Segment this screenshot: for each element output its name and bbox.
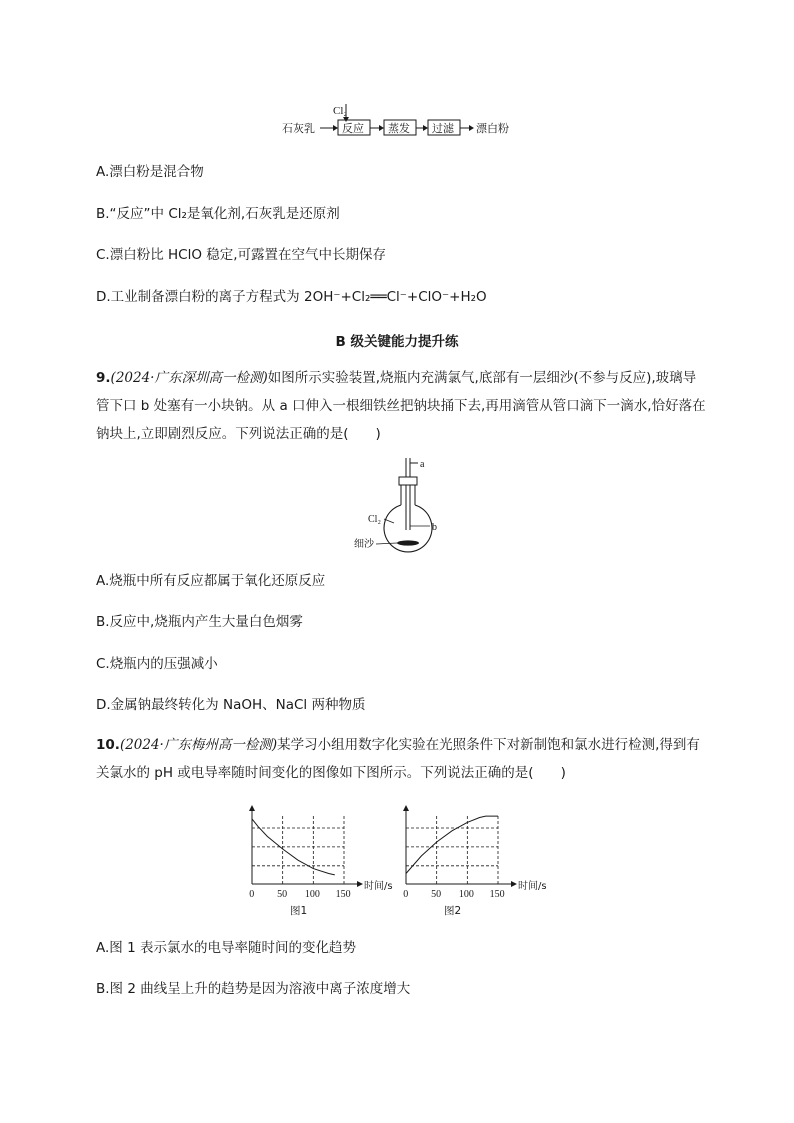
chart-title: 图2 — [444, 905, 462, 917]
q9-option-a: A.烧瓶中所有反应都属于氧化还原反应 — [96, 573, 326, 589]
x-axis-arrow — [511, 881, 517, 887]
y-axis-arrow — [249, 805, 255, 811]
q8-option-a: A.漂白粉是混合物 — [96, 164, 204, 180]
q10-number: 10 — [96, 737, 115, 753]
x-tick-label: 150 — [335, 889, 351, 900]
x-tick-label: 0 — [403, 889, 409, 900]
q10-source: (2024·广东梅州高一检测) — [119, 737, 278, 753]
x-tick-label: 100 — [304, 889, 320, 900]
q10-text: 某学习小组用数字化实验在光照条件下对新制饱和氯水进行检测,得到有关氯水的 pH 或电导率随时间变化的图像如下图所示。下列说法正确的是( ) — [96, 737, 700, 781]
label-b: b — [432, 522, 437, 533]
q10-stem: 10.(2024·广东梅州高一检测)某学习小组用数字化实验在光照条件下对新制饱和氯水进行检测,得到有关氯水的 pH 或电导率随时间变化的图像如下图所示。下列说法正确的是( ) — [96, 737, 700, 781]
q9-stem: 9.(2024·广东深圳高一检测)如图所示实验装置,烧瓶内充满氯气,底部有一层细沙(不参与反应),玻璃导管下口 b 处塞有一小块钠。从 a 口伸入一根细铁丝把钠块捅下去,再用滴管从管口滴下一滴水,恰好落在钠块上,立即剧烈反应。下列说法正确的是( ) — [96, 370, 706, 442]
label-a: a — [420, 459, 425, 470]
flow-step-filter: 过滤 — [432, 122, 454, 135]
x-tick-label: 150 — [489, 889, 505, 900]
flow-step-react: 反应 — [342, 122, 364, 135]
q9-source: (2024·广东深圳高一检测) — [110, 370, 268, 386]
label-sand: 细沙 — [354, 539, 374, 550]
q8-option-c: C.漂白粉比 HClO 稳定,可露置在空气中长期保存 — [96, 247, 387, 263]
flask-apparatus-figure — [350, 455, 460, 555]
x-tick-label: 50 — [277, 889, 288, 900]
q10-option-b: B.图 2 曲线呈上升的趋势是因为溶液中离子浓度增大 — [96, 981, 411, 997]
q8-option-d: D.工业制备漂白粉的离子方程式为 2OH⁻+Cl₂══Cl⁻+ClO⁻+H₂O — [96, 289, 487, 305]
x-axis-label: 时间/s — [364, 881, 393, 892]
flow-end: 漂白粉 — [476, 122, 509, 135]
section-title: B 级关键能力提升练 — [335, 334, 459, 350]
q8-option-b: B.“反应”中 Cl₂是氧化剂,石灰乳是还原剂 — [96, 206, 340, 222]
q9-text: 如图所示实验装置,烧瓶内充满氯气,底部有一层细沙(不参与反应),玻璃导管下口 b 处塞有一小块钠。从 a 口伸入一根细铁丝把钠块捅下去,再用滴管从管口滴下一滴水,恰好落在钠块上,立即剧烈反应。下列说法正确的是( ) — [96, 370, 706, 442]
x-axis-label: 时间/s — [518, 881, 547, 892]
y-axis-arrow — [403, 805, 409, 811]
chart-figure-1 — [232, 808, 393, 917]
x-tick-label: 100 — [458, 889, 474, 900]
flow-start: 石灰乳 — [282, 122, 315, 135]
x-axis-arrow — [357, 881, 363, 887]
flow-step-evaporate: 蒸发 — [388, 122, 410, 135]
q9-option-c: C.烧瓶内的压强减小 — [96, 656, 218, 672]
x-tick-label: 0 — [249, 889, 255, 900]
q9-number: 9 — [96, 370, 106, 386]
q10-option-a: A.图 1 表示氯水的电导率随时间的变化趋势 — [96, 940, 356, 956]
q9-option-d: D.金属钠最终转化为 NaOH、NaCl 两种物质 — [96, 697, 366, 713]
x-tick-label: 50 — [431, 889, 442, 900]
chart-figure-2 — [386, 808, 556, 916]
label-cl2: Cl₂ — [368, 514, 381, 525]
chart-title: 图1 — [290, 905, 308, 917]
sand-layer — [397, 540, 419, 545]
bleach-flow-chart — [276, 98, 526, 142]
series-line-0 — [406, 816, 498, 873]
flow-reagent: Cl₂ — [333, 105, 348, 117]
q9-option-b: B.反应中,烧瓶内产生大量白色烟雾 — [96, 614, 303, 630]
